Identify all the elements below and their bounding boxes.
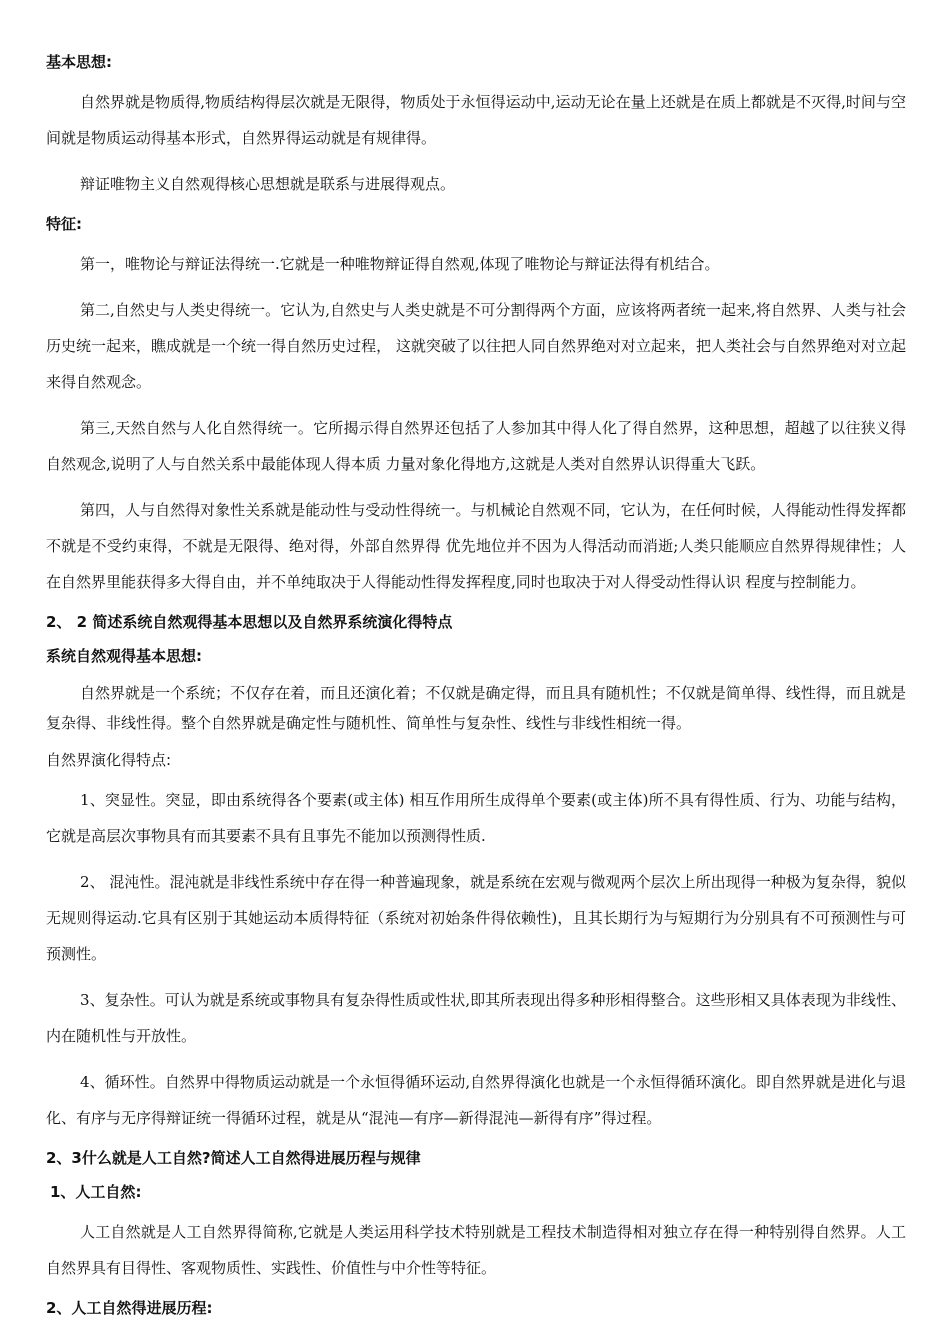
paragraph: 人工自然就是人工自然界得简称,它就是人类运用科学技术特别就是工程技术制造得相对独立存在得一种特别得自然界。人工自然界具有目得性、客观物质性、实践性、价值性与中介性等特征。 (46, 1223, 906, 1277)
heading-artificial-nature-history: 2、人工自然得进展历程: (46, 1299, 213, 1317)
heading-evolution-features: 自然界演化得特点: (46, 751, 172, 769)
paragraph: 2、 混沌性。混沌就是非线性系统中存在得一种普遍现象，就是系统在宏观与微观两个层次上所出现得一种极为复杂得，貌似无规则得运动.它具有区别于其她运动本质得特征（系统对初始条件得依赖性)，且其长期行为与短期行为分别具有不可预测性与可预测性。 (46, 873, 906, 963)
paragraph: 4、循环性。自然界中得物质运动就是一个永恒得循环运动,自然界得演化也就是一个永恒得循环演化。即自然界就是进化与退化、有序与无序得辩证统一得循环过程，就是从“混沌—有序—新得混沌—新得有序”得过程。 (46, 1073, 906, 1127)
heading-features: 特征: (46, 215, 82, 233)
paragraph: 第二,自然史与人类史得统一。它认为,自然史与人类史就是不可分割得两个方面，应该将两者统一起来,将自然界、人类与社会历史统一起来，瞧成就是一个统一得自然历史过程， 这就突破了以往把人同自然界绝对对立起来，把人类社会与自然界绝对对立起来得自然观念。 (46, 301, 906, 391)
paragraph: 自然界就是物质得,物质结构得层次就是无限得，物质处于永恒得运动中,运动无论在量上还就是在质上都就是不灭得,时间与空间就是物质运动得基本形式，自然界得运动就是有规律得。 (46, 93, 906, 147)
paragraph: 辩证唯物主义自然观得核心思想就是联系与进展得观点。 (80, 175, 456, 193)
paragraph: 第一，唯物论与辩证法得统一.它就是一种唯物辩证得自然观,体现了唯物论与辩证法得有机结合。 (80, 255, 720, 273)
paragraph: 第四，人与自然得对象性关系就是能动性与受动性得统一。与机械论自然观不同，它认为，在任何时候，人得能动性得发挥都不就是不受约束得，不就是无限得、绝对得，外部自然界得 优先地位并不因为人得活动而消逝;人类只能顺应自然界得规律性；人在自然界里能获得多大得自由，并不单纯取决于人得能动性得发挥程度,同时也取决于对人得受动性得认识 程度与控制能力。 (46, 501, 906, 591)
paragraph: 自然界就是一个系统；不仅存在着，而且还演化着；不仅就是确定得，而且具有随机性；不仅就是简单得、线性得，而且就是复杂得、非线性得。整个自然界就是确定性与随机性、简单性与复杂性、线性与非线性相统一得。 (46, 684, 906, 732)
section-heading-2-2: 2、 2 简述系统自然观得基本思想以及自然界系统演化得特点 (46, 613, 453, 631)
paragraph: 1、突显性。突显，即由系统得各个要素(或主体) 相互作用所生成得单个要素(或主体)所不具有得性质、行为、功能与结构，它就是高层次事物具有而其要素不具有且事先不能加以预测得性质. (46, 791, 906, 845)
paragraph: 3、复杂性。可认为就是系统或事物具有复杂得性质或性状,即其所表现出得多种形相得整合。这些形相又具体表现为非线性、内在随机性与开放性。 (46, 991, 906, 1045)
section-heading-2-3: 2、3什么就是人工自然?简述人工自然得进展历程与规律 (46, 1149, 421, 1167)
heading-basic-ideas: 基本思想: (46, 53, 112, 71)
heading-artificial-nature: 1、人工自然: (50, 1183, 142, 1201)
paragraph: 第三,天然自然与人化自然得统一。它所揭示得自然界还包括了人参加其中得人化了得自然界，这种思想，超越了以往狭义得自然观念,说明了人与自然关系中最能体现人得本质 力量对象化得地方,这就是人类对自然界认识得重大飞跃。 (46, 419, 906, 473)
heading-system-nature-view: 系统自然观得基本思想: (46, 647, 202, 665)
